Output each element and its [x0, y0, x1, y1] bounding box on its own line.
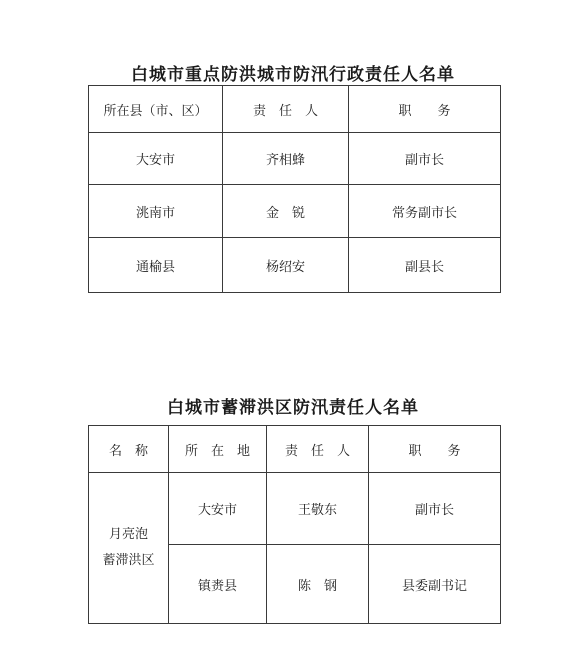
cell-position: 副县长	[349, 238, 501, 293]
cell-person: 齐相蜂	[223, 133, 349, 185]
cell-location: 镇赉县	[169, 545, 267, 624]
cell-person: 金 锐	[223, 185, 349, 238]
area-name-line2: 蓄滞洪区	[102, 553, 155, 568]
header-responsible-person: 责 任 人	[223, 86, 349, 133]
cell-county: 大安市	[89, 133, 223, 185]
cell-position: 常务副市长	[349, 185, 501, 238]
cell-area-name	[89, 473, 169, 624]
table-header-row	[89, 426, 501, 473]
header-location: 所 在 地	[169, 426, 267, 473]
detention-area-officials-table	[88, 425, 501, 624]
header-county: 所在县（市、区）	[89, 86, 223, 133]
table2-title: 白城市蓄滞洪区防汛责任人名单	[167, 398, 419, 418]
cell-county: 通榆县	[89, 238, 223, 293]
table-header-row	[89, 86, 501, 133]
header-name: 名 称	[89, 426, 169, 473]
cell-county: 洮南市	[89, 185, 223, 238]
area-name-line1: 月亮泡	[108, 527, 148, 542]
cell-person: 陈 钢	[267, 545, 369, 624]
cell-person: 杨绍安	[223, 238, 349, 293]
cell-position: 副市长	[349, 133, 501, 185]
header-responsible-person: 责 任 人	[267, 426, 369, 473]
header-position: 职 务	[349, 86, 501, 133]
header-position: 职 务	[369, 426, 501, 473]
cell-position: 县委副书记	[369, 545, 501, 624]
table-row	[89, 133, 501, 185]
table-row	[89, 473, 501, 545]
cell-position: 副市长	[369, 473, 501, 545]
administrative-officials-table	[88, 85, 501, 293]
cell-location: 大安市	[169, 473, 267, 545]
table1-title: 白城市重点防洪城市防汛行政责任人名单	[131, 65, 455, 85]
table-row	[89, 238, 501, 293]
table-row	[89, 185, 501, 238]
cell-person: 王敬东	[267, 473, 369, 545]
